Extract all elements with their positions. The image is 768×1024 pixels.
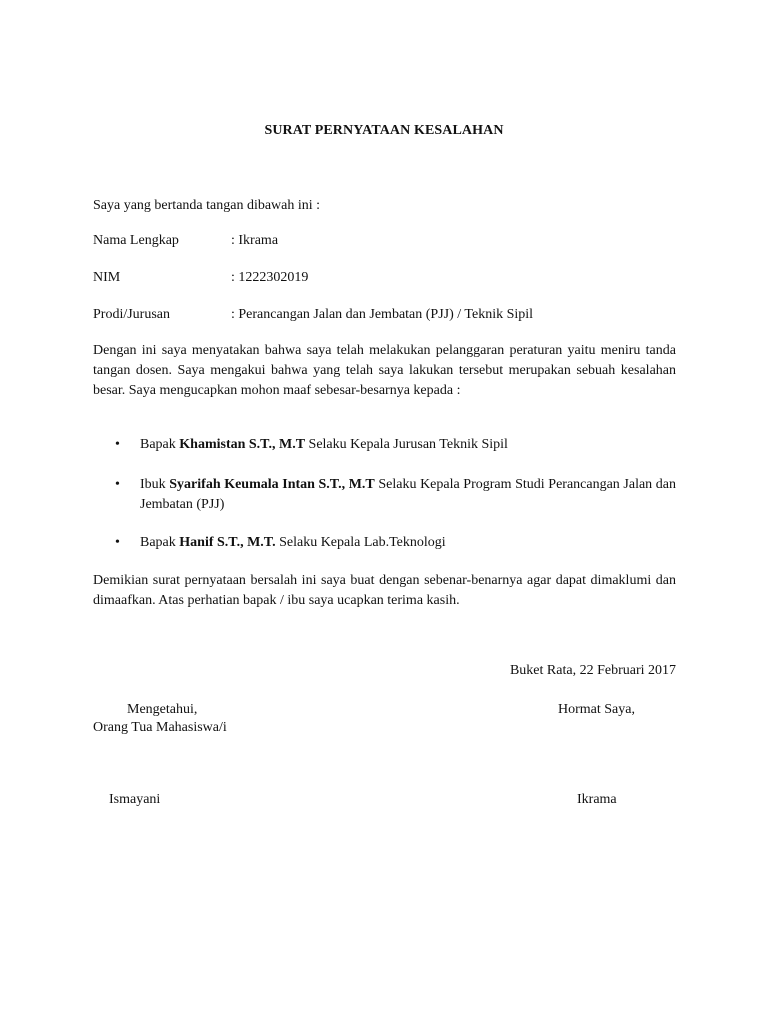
field-value: : Perancangan Jalan dan Jembatan (PJJ) / Teknik Sipil <box>231 307 534 322</box>
letter-title: SURAT PERNYATAAN KESALAHAN <box>264 123 504 138</box>
field-prodi-row <box>93 305 533 325</box>
bullet-suffix: Selaku Kepala Jurusan Teknik Sipil <box>305 437 508 452</box>
bullet-prefix: Ibuk <box>140 477 170 492</box>
field-label: NIM <box>93 270 121 285</box>
bullet-person-name: Syarifah Keumala Intan S.T., M.T <box>169 477 375 492</box>
bullet-icon: • <box>115 535 120 550</box>
field-value: : Ikrama <box>231 233 279 248</box>
left-sign-role: Orang Tua Mahasiswa/i <box>93 720 227 735</box>
list-item <box>115 533 676 553</box>
closing-paragraph: Demikian surat pernyataan bersalah ini saya buat dengan sebenar-benarnya agar dapat dimaklumi dan dimaafkan. Atas perhatian bapak / ibu saya ucapkan terima kasih. <box>93 573 676 608</box>
place-date: Buket Rata, 22 Februari 2017 <box>509 663 676 678</box>
bullet-person-name: Khamistan S.T., M.T <box>179 437 306 452</box>
right-signer-name: Ikrama <box>577 792 617 807</box>
left-signer-name: Ismayani <box>109 792 161 807</box>
field-value: : 1222302019 <box>231 270 309 285</box>
bullet-prefix: Bapak <box>140 535 180 550</box>
field-nim-row <box>93 268 308 288</box>
bullet-suffix: Selaku Kepala Lab.Teknologi <box>275 535 446 550</box>
bullet-icon: • <box>115 437 120 452</box>
list-item <box>115 475 676 515</box>
bullet-person-name: Hanif S.T., M.T. <box>179 535 276 550</box>
left-sign-label: Mengetahui, <box>127 702 198 717</box>
bullet-icon: • <box>115 477 120 492</box>
field-label: Nama Lengkap <box>93 233 179 248</box>
statement-paragraph: Dengan ini saya menyatakan bahwa saya telah melakukan pelanggaran peraturan yaitu meniru tanda tangan dosen. Saya mengakui bahwa yang telah saya lakukan tersebut merupakan sebuah kesalahan besar. Saya mengucapkan mohon maaf sebesar-besarnya kepada : <box>93 343 676 398</box>
right-sign-label: Hormat Saya, <box>558 702 635 717</box>
list-item <box>115 435 676 455</box>
field-name-row <box>93 231 278 251</box>
field-label: Prodi/Jurusan <box>93 307 170 322</box>
bullet-prefix: Bapak <box>140 437 180 452</box>
intro-text: Saya yang bertanda tangan dibawah ini : <box>93 198 321 213</box>
bullet-suffix: Selaku Kepala Program Studi Perancangan Jalan dan Jembatan (PJJ) <box>140 477 676 512</box>
